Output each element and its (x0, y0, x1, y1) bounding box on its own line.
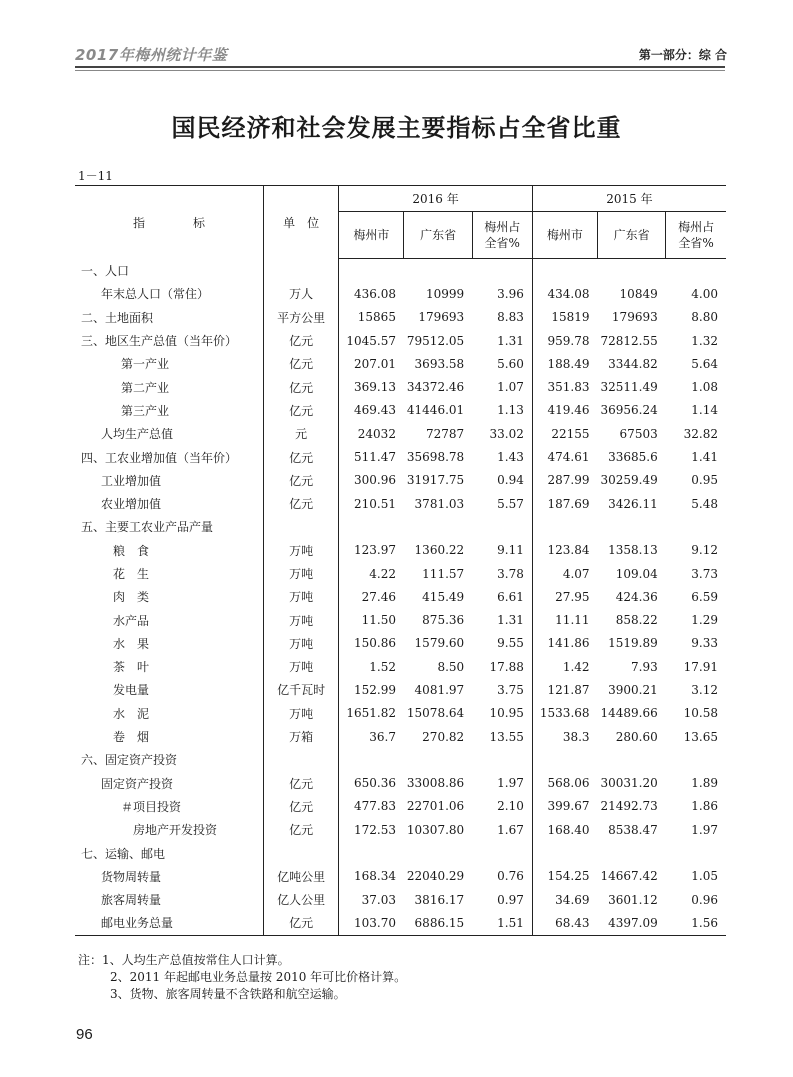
unit-cell: 亿千瓦时 (264, 678, 339, 701)
value-cell-guangdong-2016: 79512.05 (406, 333, 465, 348)
value-cell-guangdong-2016 (404, 748, 472, 771)
value-cell-meizhou-2015: 1533.68 (532, 702, 597, 725)
table-row (75, 655, 726, 678)
unit-cell: 亿元 (264, 492, 339, 515)
page-title: 国民经济和社会发展主要指标占全省比重 (171, 113, 622, 142)
unit-cell: 万吨 (264, 608, 339, 631)
unit-cell: 亿元 (264, 445, 339, 468)
value-cell-share-2015: 1.86 (691, 799, 718, 814)
table-row (75, 539, 726, 562)
value-cell-meizhou-2016: 152.99 (339, 678, 404, 701)
value-cell-guangdong-2015 (598, 841, 666, 864)
value-cell-share-2015: 1.97 (691, 822, 718, 837)
value-cell-meizhou-2015: 4.07 (532, 562, 597, 585)
value-cell-meizhou-2016: 4.22 (339, 562, 404, 585)
value-cell-share-2016: 1.67 (497, 822, 524, 837)
value-cell-meizhou-2016: 24032 (339, 422, 404, 445)
value-cell-guangdong-2015 (598, 748, 666, 771)
table-row (75, 445, 726, 468)
table-row (75, 352, 726, 375)
footnote-3: 3、货物、旅客周转量不含铁路和航空运输。 (110, 987, 346, 1001)
value-cell-guangdong-2015: 3900.21 (608, 682, 658, 697)
unit-cell: 亿元 (264, 818, 339, 841)
value-cell-meizhou-2015: 11.11 (532, 608, 597, 631)
value-cell-meizhou-2016: 172.53 (339, 818, 404, 841)
value-cell-guangdong-2016: 6886.15 (404, 911, 472, 935)
value-cell-meizhou-2015: 351.83 (532, 375, 597, 398)
indicator-cell: 邮电业务总量 (75, 911, 264, 935)
value-cell-guangdong-2015: 67503 (619, 426, 658, 441)
unit-cell: 亿元 (264, 352, 339, 375)
value-cell-share-2016: 6.61 (497, 589, 524, 604)
table-row (75, 562, 726, 585)
value-cell-share-2015: 1.56 (666, 911, 726, 935)
unit-cell (264, 841, 339, 864)
value-cell-share-2015 (666, 515, 726, 538)
indicator-cell: 发电量 (113, 683, 150, 698)
value-cell-share-2015: 9.12 (691, 543, 718, 558)
value-cell-share-2015 (666, 748, 726, 771)
value-cell-share-2015: 17.91 (683, 659, 718, 674)
value-cell-guangdong-2015: 14667.42 (600, 869, 658, 884)
value-cell-guangdong-2015 (598, 259, 666, 283)
value-cell-guangdong-2016: 10307.80 (406, 822, 465, 837)
value-cell-meizhou-2015: 959.78 (532, 329, 597, 352)
unit-cell: 亿元 (264, 399, 339, 422)
footnote-2: 2、2011 年起邮电业务总量按 2010 年可比价格计算。 (110, 970, 407, 984)
value-cell-guangdong-2015: 10849 (619, 286, 658, 301)
value-cell-guangdong-2016: 41446.01 (406, 403, 465, 418)
value-cell-meizhou-2015: 123.84 (532, 539, 597, 562)
value-cell-share-2015: 1.08 (691, 380, 718, 395)
unit-cell: 万吨 (264, 585, 339, 608)
value-cell-guangdong-2016: 3816.17 (414, 892, 465, 907)
value-cell-meizhou-2016: 300.96 (339, 469, 404, 492)
value-cell-share-2016: 3.78 (497, 566, 524, 581)
value-cell-guangdong-2016: 10999 (425, 286, 465, 301)
value-cell-meizhou-2016: 436.08 (339, 282, 404, 305)
value-cell-share-2016 (472, 515, 532, 538)
indicator-cell: 粮 食 (113, 543, 150, 558)
value-cell-meizhou-2016 (339, 841, 404, 864)
value-cell-share-2015: 8.80 (691, 310, 718, 325)
value-cell-share-2016: 2.10 (497, 799, 524, 814)
value-cell-share-2016: 1.97 (497, 776, 524, 791)
value-cell-meizhou-2015: 188.49 (532, 352, 597, 375)
table-row (75, 632, 726, 655)
value-cell-guangdong-2016: 22701.06 (406, 799, 465, 814)
value-cell-meizhou-2015 (532, 515, 597, 538)
value-cell-share-2015: 4.00 (691, 286, 718, 301)
value-cell-guangdong-2016: 34372.46 (406, 380, 465, 395)
unit-cell: 亿元 (264, 329, 339, 352)
unit-cell (264, 515, 339, 538)
value-cell-meizhou-2016: 11.50 (339, 608, 404, 631)
value-cell-share-2015: 5.64 (691, 356, 718, 371)
table-row (75, 492, 726, 515)
table-row (75, 515, 726, 538)
value-cell-share-2015: 3.12 (691, 682, 718, 697)
unit-cell: 平方公里 (264, 306, 339, 329)
value-cell-guangdong-2015: 36956.24 (600, 403, 658, 418)
value-cell-meizhou-2016: 1045.57 (339, 329, 404, 352)
value-cell-guangdong-2015: 33685.6 (608, 450, 658, 465)
value-cell-share-2016: 9.55 (497, 636, 524, 651)
value-cell-share-2015: 10.58 (683, 706, 718, 721)
value-cell-share-2015: 1.05 (691, 869, 718, 884)
table-row (75, 911, 726, 935)
table-row (75, 422, 726, 445)
value-cell-share-2016: 1.13 (497, 403, 524, 418)
indicator-cell: 农业增加值 (101, 497, 162, 512)
value-cell-meizhou-2015: 474.61 (532, 445, 597, 468)
value-cell-meizhou-2015: 168.40 (532, 818, 597, 841)
value-cell-guangdong-2015: 1519.89 (608, 636, 658, 651)
value-cell-share-2015: 3.73 (691, 566, 718, 581)
value-cell-guangdong-2015: 280.60 (615, 729, 658, 744)
value-cell-share-2016: 10.95 (489, 706, 524, 721)
value-cell-guangdong-2016: 3693.58 (414, 356, 465, 371)
value-cell-share-2015: 1.32 (691, 333, 718, 348)
value-cell-meizhou-2015: 434.08 (532, 282, 597, 305)
value-cell-meizhou-2016: 36.7 (339, 725, 404, 748)
value-cell-meizhou-2016: 469.43 (339, 399, 404, 422)
value-cell-share-2015: 0.96 (691, 892, 718, 907)
value-cell-share-2015: 1.89 (691, 776, 718, 791)
value-cell-share-2015: 6.59 (691, 589, 718, 604)
value-cell-guangdong-2016: 15078.64 (406, 706, 465, 721)
value-cell-share-2016: 0.76 (497, 869, 524, 884)
value-cell-meizhou-2016: 1651.82 (339, 702, 404, 725)
value-cell-meizhou-2016: 27.46 (339, 585, 404, 608)
value-cell-meizhou-2016: 15865 (339, 306, 404, 329)
value-cell-guangdong-2015: 30259.49 (600, 473, 658, 488)
value-cell-share-2016: 0.97 (497, 892, 524, 907)
table-row (75, 841, 726, 864)
indicator-cell: 四、工农业增加值（当年价） (81, 450, 238, 465)
value-cell-meizhou-2016 (339, 259, 404, 283)
table-row (75, 306, 726, 329)
unit-cell: 万吨 (264, 632, 339, 655)
indicator-cell: 年末总人口（常住） (101, 287, 210, 302)
value-cell-share-2016 (472, 259, 532, 283)
indicator-cell: 二、土地面积 (81, 310, 154, 325)
unit-cell: 万箱 (264, 725, 339, 748)
value-cell-share-2015 (666, 259, 726, 283)
table-row (75, 888, 726, 911)
value-cell-share-2015: 0.95 (691, 473, 718, 488)
value-cell-share-2015: 5.48 (691, 496, 718, 511)
value-cell-meizhou-2015: 121.87 (532, 678, 597, 701)
indicator-cell: 第三产业 (121, 403, 170, 418)
value-cell-share-2016: 9.11 (497, 543, 524, 558)
indicator-cell: 工业增加值 (101, 473, 162, 488)
value-cell-guangdong-2015: 179693 (611, 310, 658, 325)
value-cell-guangdong-2016: 875.36 (422, 613, 465, 628)
header-meizhou-2016: 梅州市 (339, 212, 404, 259)
table-row (75, 399, 726, 422)
unit-cell: 万人 (264, 282, 339, 305)
value-cell-meizhou-2015: 399.67 (532, 795, 597, 818)
value-cell-guangdong-2016: 33008.86 (406, 776, 465, 791)
value-cell-guangdong-2015: 858.22 (615, 613, 658, 628)
value-cell-meizhou-2015 (532, 841, 597, 864)
value-cell-meizhou-2015: 38.3 (532, 725, 597, 748)
indicator-cell: ＃项目投资 (121, 799, 182, 814)
value-cell-share-2016: 5.60 (497, 356, 524, 371)
value-cell-share-2015: 1.29 (691, 613, 718, 628)
value-cell-meizhou-2015 (532, 748, 597, 771)
value-cell-share-2016: 1.31 (497, 613, 524, 628)
value-cell-meizhou-2016: 168.34 (339, 865, 404, 888)
value-cell-guangdong-2016: 1579.60 (414, 636, 465, 651)
header-guangdong-2015: 广东省 (598, 212, 666, 259)
unit-cell: 万吨 (264, 562, 339, 585)
header-indicator: 指 标 (75, 186, 264, 259)
value-cell-guangdong-2015: 14489.66 (600, 706, 658, 721)
value-cell-meizhou-2016: 477.83 (339, 795, 404, 818)
value-cell-guangdong-2015 (598, 515, 666, 538)
indicator-cell: 人均生产总值 (101, 427, 174, 442)
table-row (75, 678, 726, 701)
value-cell-guangdong-2016: 179693 (418, 310, 465, 325)
indicator-cell: 肉 类 (113, 590, 150, 605)
table-row (75, 608, 726, 631)
value-cell-meizhou-2015: 568.06 (532, 772, 597, 795)
value-cell-guangdong-2015: 30031.20 (600, 776, 658, 791)
value-cell-guangdong-2015: 8538.47 (608, 822, 658, 837)
table-row (75, 375, 726, 398)
value-cell-guangdong-2016: 3781.03 (414, 496, 465, 511)
unit-cell: 万吨 (264, 539, 339, 562)
value-cell-guangdong-2016: 415.49 (422, 589, 465, 604)
value-cell-guangdong-2016: 22040.29 (406, 869, 465, 884)
value-cell-meizhou-2015: 419.46 (532, 399, 597, 422)
unit-cell: 亿人公里 (264, 888, 339, 911)
indicator-cell: 五、主要工农业产品产量 (81, 520, 214, 535)
value-cell-guangdong-2016: 270.82 (422, 729, 465, 744)
table-row (75, 702, 726, 725)
value-cell-share-2016: 3.96 (497, 286, 524, 301)
value-cell-guangdong-2015: 109.04 (615, 566, 658, 581)
value-cell-meizhou-2015: 1.42 (532, 655, 597, 678)
value-cell-meizhou-2016 (339, 515, 404, 538)
value-cell-meizhou-2016: 650.36 (339, 772, 404, 795)
header-unit: 单 位 (264, 186, 339, 259)
value-cell-share-2015: 1.14 (691, 403, 718, 418)
value-cell-meizhou-2016: 1.52 (339, 655, 404, 678)
value-cell-share-2016: 33.02 (489, 426, 524, 441)
table-code: 1－11 (78, 169, 113, 183)
statistics-table (75, 185, 726, 936)
value-cell-guangdong-2016: 1360.22 (414, 543, 465, 558)
value-cell-guangdong-2015: 1358.13 (608, 543, 658, 558)
table-row (75, 585, 726, 608)
value-cell-guangdong-2015: 3601.12 (608, 892, 658, 907)
table-row (75, 725, 726, 748)
indicator-cell: 水产品 (113, 613, 150, 628)
value-cell-share-2016: 1.07 (497, 380, 524, 395)
indicator-cell: 花 生 (113, 567, 150, 581)
value-cell-guangdong-2016 (404, 259, 472, 283)
value-cell-guangdong-2015: 4397.09 (598, 911, 666, 935)
value-cell-share-2016: 1.43 (497, 450, 524, 465)
table-row (75, 795, 726, 818)
value-cell-guangdong-2016: 111.57 (422, 566, 465, 581)
value-cell-meizhou-2016: 369.13 (339, 375, 404, 398)
value-cell-meizhou-2015: 187.69 (532, 492, 597, 515)
table-row (75, 282, 726, 305)
value-cell-meizhou-2015: 34.69 (532, 888, 597, 911)
footnote-1: 注：1、人均生产总值按常住人口计算。 (78, 953, 290, 967)
value-cell-guangdong-2016: 8.50 (437, 659, 465, 674)
value-cell-share-2016: 3.75 (497, 682, 524, 697)
table-row (75, 748, 726, 771)
unit-cell: 亿元 (264, 772, 339, 795)
page-number: 96 (76, 1026, 93, 1043)
value-cell-meizhou-2015: 22155 (532, 422, 597, 445)
table-row (75, 818, 726, 841)
indicator-cell: 三、地区生产总值（当年价） (81, 334, 238, 349)
value-cell-meizhou-2015: 27.95 (532, 585, 597, 608)
value-cell-guangdong-2015: 32511.49 (600, 380, 658, 395)
indicator-cell: 第二产业 (121, 380, 170, 395)
unit-cell: 亿元 (264, 375, 339, 398)
indicator-cell: 固定资产投资 (101, 776, 174, 791)
value-cell-meizhou-2016: 207.01 (339, 352, 404, 375)
indicator-cell: 水 果 (113, 636, 150, 651)
value-cell-guangdong-2015: 7.93 (631, 659, 658, 674)
value-cell-guangdong-2015: 21492.73 (600, 799, 658, 814)
table-row (75, 259, 726, 283)
indicator-cell: 房地产开发投资 (133, 823, 218, 838)
value-cell-share-2015 (666, 841, 726, 864)
value-cell-share-2016: 5.57 (497, 496, 524, 511)
unit-cell: 万吨 (264, 655, 339, 678)
table-row (75, 469, 726, 492)
header-rule-thin (75, 70, 725, 71)
value-cell-guangdong-2015: 72812.55 (600, 333, 658, 348)
value-cell-guangdong-2015: 424.36 (615, 589, 658, 604)
header-year-2015: 2015 年 (532, 186, 726, 212)
indicator-cell: 水 泥 (113, 706, 150, 721)
yearbook-title: 2017年梅州统计年鉴 (75, 46, 228, 64)
value-cell-meizhou-2016: 150.86 (339, 632, 404, 655)
header-year-2016: 2016 年 (339, 186, 533, 212)
indicator-cell: 茶 叶 (113, 660, 150, 675)
value-cell-share-2016: 1.31 (497, 333, 524, 348)
value-cell-share-2015: 9.33 (691, 636, 718, 651)
table-row (75, 865, 726, 888)
value-cell-meizhou-2016: 511.47 (339, 445, 404, 468)
unit-cell: 万吨 (264, 702, 339, 725)
value-cell-share-2016: 13.55 (489, 729, 524, 744)
footnotes (78, 952, 406, 1003)
value-cell-guangdong-2016: 4081.97 (414, 682, 465, 697)
value-cell-share-2015: 32.82 (683, 426, 718, 441)
indicator-cell: 六、固定资产投资 (81, 753, 178, 768)
value-cell-meizhou-2016: 103.70 (339, 911, 404, 935)
value-cell-share-2016 (472, 841, 532, 864)
value-cell-meizhou-2016: 210.51 (339, 492, 404, 515)
indicator-cell: 旅客周转量 (101, 893, 162, 908)
value-cell-meizhou-2016: 123.97 (339, 539, 404, 562)
value-cell-guangdong-2016 (404, 515, 472, 538)
value-cell-meizhou-2015: 287.99 (532, 469, 597, 492)
value-cell-share-2015: 1.41 (691, 450, 718, 465)
running-header (75, 42, 735, 62)
value-cell-share-2016: 0.94 (497, 473, 524, 488)
value-cell-share-2016: 17.88 (489, 659, 524, 674)
table-body (75, 259, 726, 936)
value-cell-guangdong-2015: 3344.82 (608, 356, 658, 371)
indicator-cell: 第一产业 (121, 357, 170, 372)
header-guangdong-2016: 广东省 (404, 212, 472, 259)
value-cell-guangdong-2016: 31917.75 (406, 473, 465, 488)
value-cell-meizhou-2016 (339, 748, 404, 771)
value-cell-meizhou-2016: 37.03 (339, 888, 404, 911)
header-share-2016: 梅州占全省% (472, 212, 532, 259)
unit-cell: 亿吨公里 (264, 865, 339, 888)
value-cell-share-2015: 13.65 (683, 729, 718, 744)
unit-cell: 元 (264, 422, 339, 445)
value-cell-guangdong-2016: 72787 (425, 426, 465, 441)
table-row (75, 329, 726, 352)
value-cell-share-2016: 8.83 (497, 310, 524, 325)
unit-cell (264, 259, 339, 283)
value-cell-meizhou-2015: 141.86 (532, 632, 597, 655)
header-meizhou-2015: 梅州市 (532, 212, 597, 259)
unit-cell: 亿元 (264, 911, 339, 935)
value-cell-guangdong-2016: 35698.78 (406, 450, 465, 465)
value-cell-guangdong-2016 (404, 841, 472, 864)
value-cell-share-2016: 1.51 (472, 911, 532, 935)
indicator-cell: 一、人口 (81, 263, 130, 278)
header-share-2015: 梅州占全省% (666, 212, 726, 259)
unit-cell: 亿元 (264, 469, 339, 492)
value-cell-guangdong-2015: 3426.11 (608, 496, 658, 511)
section-label: 第一部分：综 合 (638, 48, 727, 62)
unit-cell: 亿元 (264, 795, 339, 818)
value-cell-meizhou-2015: 15819 (532, 306, 597, 329)
value-cell-meizhou-2015 (532, 259, 597, 283)
indicator-cell: 货物周转量 (101, 869, 162, 884)
indicator-cell: 卷 烟 (113, 730, 150, 745)
unit-cell (264, 748, 339, 771)
value-cell-share-2016 (472, 748, 532, 771)
value-cell-meizhou-2015: 154.25 (532, 865, 597, 888)
header-rule (75, 66, 725, 68)
value-cell-meizhou-2015: 68.43 (532, 911, 597, 935)
indicator-cell: 七、运输、邮电 (81, 846, 166, 861)
table-row (75, 772, 726, 795)
